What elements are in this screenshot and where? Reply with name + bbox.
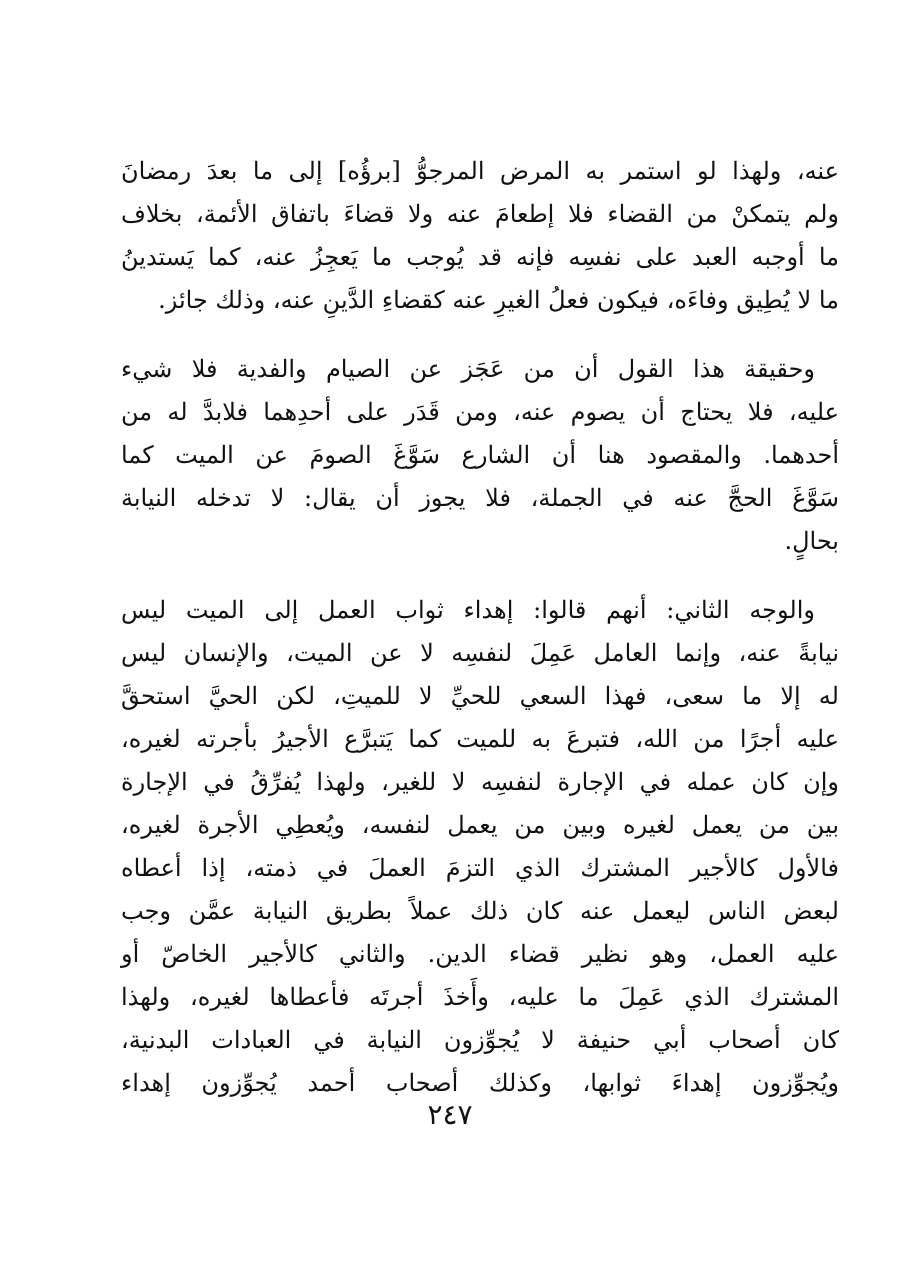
text-line: المشترك الذي عَمِلَ ما عليه، وأَخذَ أجرتَه فأعطاها لغيره، ولهذا [121, 983, 839, 1011]
text-line: عليه، فلا يحتاج أن يصوم عنه، ومن قَدَر على أحدِهما فلابدَّ له من [121, 398, 839, 426]
page-number: ٢٤٧ [427, 1098, 473, 1131]
page-body [121, 150, 839, 1105]
text-line: عليه أجرًا من الله، فتبرعَ به للميت كما يَتبرَّع الأجيرُ بأجرته لغيره، [121, 725, 839, 753]
text-line: عنه، ولهذا لو استمر به المرض المرجوُّ [برؤُه] إلى ما بعدَ رمضانَ [121, 157, 839, 185]
text-line: نيابةً عنه، وإنما العامل عَمِلَ لنفسِه لا عن الميت، والإنسان ليس [121, 639, 839, 667]
paragraph-1 [121, 150, 839, 322]
text-line: ما أوجبه العبد على نفسِه فإنه قد يُوجب ما يَعجِزُ عنه، كما يَستدينُ [121, 243, 839, 271]
text-line: ولم يتمكنْ من القضاء فلا إطعامَ عنه ولا قضاءَ باتفاق الأئمة، بخلاف [121, 200, 839, 228]
paragraph-2 [121, 348, 839, 563]
text-line: والوجه الثاني: أنهم قالوا: إهداء ثواب العمل إلى الميت ليس [121, 596, 815, 624]
text-line: ما لا يُطِيق وفاءَه، فيكون فعلُ الغيرِ عنه كقضاءِ الدَّينِ عنه، وذلك جائز. [158, 286, 839, 314]
text-line: لبعض الناس ليعمل عنه كان ذلك عملاً بطريق النيابة عمَّن وجب [121, 897, 839, 925]
text-line: فالأول كالأجير المشترك الذي التزمَ العملَ في ذمته، إذا أعطاه [121, 854, 839, 882]
text-line: كان أصحاب أبي حنيفة لا يُجوِّزون النيابة في العبادات البدنية، [121, 1026, 839, 1054]
text-line: له إلا ما سعى، فهذا السعي للحيِّ لا للميتِ، لكن الحيَّ استحقَّ [121, 682, 839, 710]
text-line: وحقيقة هذا القول أن من عَجَز عن الصيام والفدية فلا شيء [121, 355, 815, 383]
text-line: أحدهما. والمقصود هنا أن الشارع سَوَّغَ الصومَ عن الميت كما [121, 441, 839, 469]
text-line: عليه العمل، وهو نظير قضاء الدين. والثاني كالأجير الخاصّ أو [121, 940, 839, 968]
text-line: وإن كان عمله في الإجارة لنفسِه لا للغير، ولهذا يُفرِّقُ في الإجارة [121, 768, 839, 796]
text-line: بين من يعمل لغيره وبين من يعمل لنفسه، ويُعطِي الأجرة لغيره، [121, 811, 839, 839]
text-line: ويُجوِّزون إهداءَ ثوابها، وكذلك أصحاب أحمد يُجوِّزون إهداء [121, 1069, 839, 1097]
text-line: سَوَّغَ الحجَّ عنه في الجملة، فلا يجوز أن يقال: لا تدخله النيابة [121, 484, 839, 512]
text-line: بحالٍ. [784, 527, 839, 555]
paragraph-3 [121, 589, 839, 1105]
